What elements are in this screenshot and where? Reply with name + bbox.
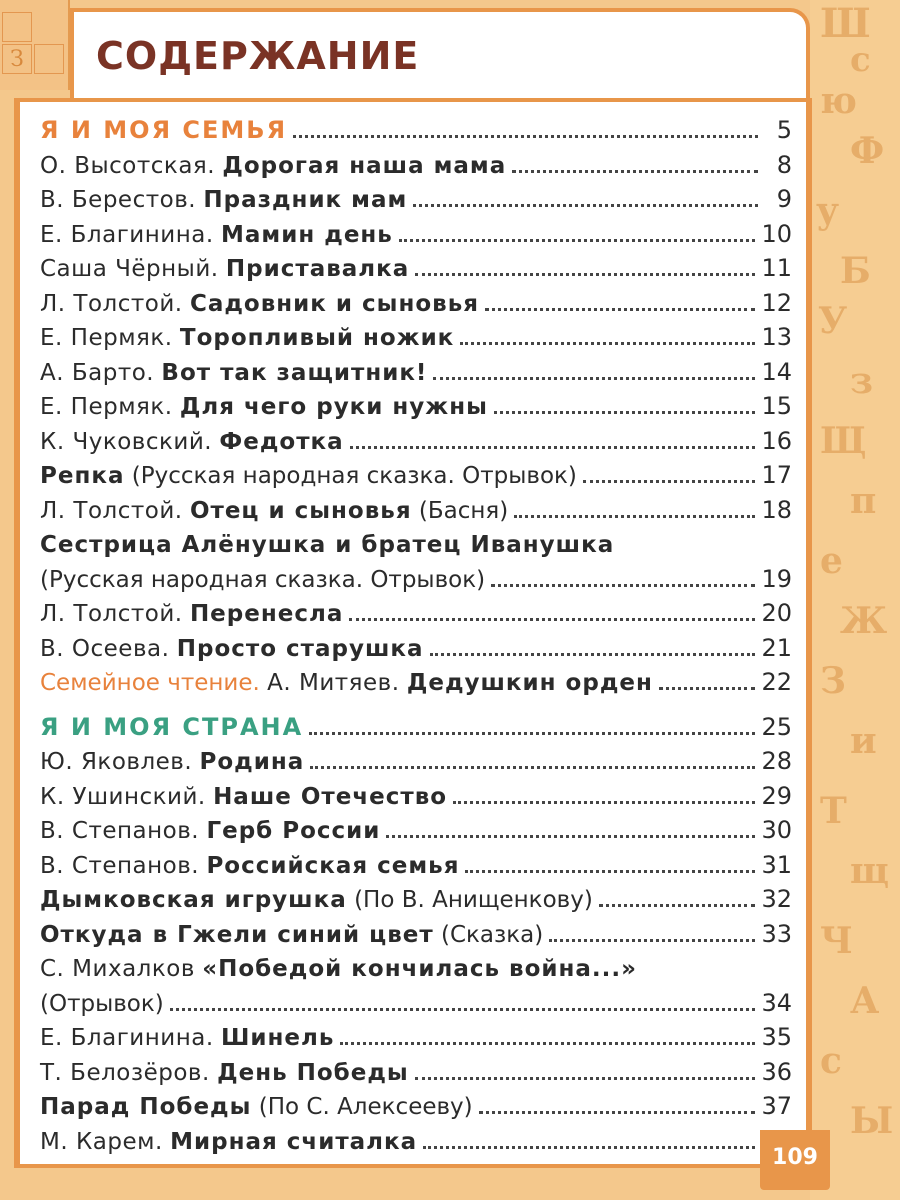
entry-page-number: 9 bbox=[776, 185, 792, 213]
toc-entry bbox=[40, 916, 792, 948]
toc-entry bbox=[40, 457, 792, 489]
entry-title: Праздник мам bbox=[203, 187, 408, 213]
entry-text bbox=[40, 784, 447, 810]
entry-text bbox=[40, 818, 380, 844]
entry-text bbox=[40, 670, 653, 696]
toc-entry bbox=[40, 985, 792, 1017]
page-title: СОДЕРЖАНИЕ bbox=[96, 34, 420, 78]
toc-entry bbox=[40, 285, 792, 317]
entry-title: День Победы bbox=[217, 1059, 409, 1086]
dot-leader bbox=[415, 1077, 756, 1080]
dot-leader bbox=[415, 273, 755, 276]
entry-text bbox=[40, 636, 424, 662]
entry-title: Для чего руки нужны bbox=[179, 394, 488, 420]
entry-title: Мирная считалка bbox=[170, 1128, 418, 1155]
entry-title: Торопливый ножик bbox=[179, 325, 455, 351]
entry-author: Л. Толстой. bbox=[40, 497, 183, 524]
entry-text bbox=[40, 153, 506, 179]
entry-title: Родина bbox=[199, 749, 305, 775]
dot-leader bbox=[310, 766, 755, 769]
entry-text bbox=[40, 749, 304, 775]
entry-page-number: 5 bbox=[776, 116, 792, 144]
entry-page-number: 21 bbox=[761, 633, 792, 662]
grid-cell bbox=[34, 44, 64, 74]
dot-leader bbox=[309, 732, 755, 735]
entry-page-number: 32 bbox=[761, 885, 792, 913]
entry-author: Е. Благинина. bbox=[40, 1025, 214, 1051]
dot-leader bbox=[512, 170, 758, 173]
entry-text bbox=[40, 394, 488, 420]
entry-author: Саша Чёрный. bbox=[40, 256, 219, 282]
entry-title: Наше Отечество bbox=[213, 783, 448, 810]
entry-text bbox=[40, 463, 577, 489]
toc-entry bbox=[40, 630, 792, 662]
section-title: Я И МОЯ СЕМЬЯ bbox=[40, 116, 288, 144]
entry-page-number: 19 bbox=[761, 564, 792, 593]
toc-entry bbox=[40, 388, 792, 420]
entry-title: Дорогая наша мама bbox=[222, 152, 507, 179]
entry-page-number: 31 bbox=[761, 850, 792, 879]
entry-title: Федотка bbox=[219, 428, 344, 455]
dot-leader bbox=[659, 687, 756, 690]
entry-text bbox=[40, 853, 459, 879]
dot-leader bbox=[349, 618, 755, 621]
entry-note: (Русская народная сказка. Отрывок) bbox=[40, 566, 486, 593]
entry-page-number: 18 bbox=[761, 495, 792, 524]
entry-author: Т. Белозёров. bbox=[40, 1059, 210, 1086]
entry-page-number: 11 bbox=[761, 254, 792, 282]
entry-author: С. Михалков bbox=[40, 956, 195, 982]
toc-entry bbox=[40, 778, 792, 810]
dot-leader bbox=[430, 653, 756, 656]
section-heading bbox=[40, 112, 792, 144]
toc-entry bbox=[40, 950, 792, 982]
entry-text bbox=[40, 1094, 473, 1120]
entry-page-number: 36 bbox=[761, 1057, 792, 1086]
entry-title: Откуда в Гжели синий цвет bbox=[40, 921, 434, 948]
entry-title: Дымковская игрушка bbox=[40, 887, 347, 913]
entry-title: Садовник и сыновья bbox=[189, 290, 480, 317]
entry-title: Репка bbox=[40, 463, 125, 489]
entry-title: Вот так защитник! bbox=[161, 359, 428, 386]
entry-text bbox=[40, 1129, 417, 1155]
grid-cell bbox=[2, 12, 32, 42]
entry-page-number: 8 bbox=[776, 150, 792, 179]
entry-author: В. Осеева. bbox=[40, 635, 170, 662]
entry-text bbox=[40, 498, 508, 524]
section-title: Я И МОЯ СТРАНА bbox=[40, 712, 304, 741]
toc-entry bbox=[40, 181, 792, 213]
toc-entry bbox=[40, 492, 792, 524]
entry-text bbox=[40, 1025, 334, 1051]
entry-text bbox=[40, 991, 164, 1017]
dot-leader bbox=[399, 239, 756, 242]
entry-note: (По В. Анищенкову) bbox=[354, 887, 593, 913]
toc-entry bbox=[40, 354, 792, 386]
entry-page-number: 25 bbox=[761, 712, 792, 741]
entry-title: Приставалка bbox=[225, 256, 410, 282]
entry-page-number: 10 bbox=[761, 219, 792, 248]
entry-author: Е. Пермяк. bbox=[40, 325, 173, 351]
entry-text bbox=[40, 291, 479, 317]
entry-author: Ю. Яковлев. bbox=[40, 749, 193, 775]
entry-text bbox=[40, 256, 409, 282]
entry-author: А. Барто. bbox=[40, 359, 155, 386]
entry-title: Перенесла bbox=[189, 601, 344, 627]
dot-leader bbox=[599, 904, 756, 907]
dot-leader bbox=[423, 1146, 755, 1149]
entry-author: Е. Благинина. bbox=[40, 221, 214, 248]
section-heading bbox=[40, 709, 792, 741]
toc-entry bbox=[40, 1088, 792, 1120]
entry-author: Л. Толстой. bbox=[40, 601, 183, 627]
entry-page-number: 12 bbox=[761, 288, 792, 317]
corner-decoration bbox=[0, 0, 70, 90]
entry-author: Л. Толстой. bbox=[40, 290, 183, 317]
entry-author: Е. Пермяк. bbox=[40, 394, 173, 420]
toc-entry bbox=[40, 147, 792, 179]
entry-title: Отец и сыновья bbox=[189, 497, 412, 524]
dot-leader bbox=[413, 204, 758, 207]
toc-entry bbox=[40, 743, 792, 775]
entry-page-number: 17 bbox=[761, 461, 792, 489]
toc-entry bbox=[40, 1123, 792, 1155]
toc-entry bbox=[40, 1054, 792, 1086]
entry-note: (Отрывок) bbox=[40, 990, 164, 1017]
dot-leader bbox=[549, 939, 755, 942]
entry-page-number: 30 bbox=[761, 816, 792, 844]
entry-title: Сестрица Алёнушка и братец Иванушка bbox=[40, 532, 615, 558]
toc-entry bbox=[40, 561, 792, 593]
entry-page-number: 35 bbox=[761, 1023, 792, 1051]
entry-author: К. Ушинский. bbox=[40, 783, 206, 810]
entry-text bbox=[40, 1060, 409, 1086]
toc-entry bbox=[40, 595, 792, 627]
entry-page-number: 14 bbox=[761, 357, 792, 386]
toc-entry bbox=[40, 664, 792, 696]
dot-leader bbox=[583, 480, 756, 483]
entry-note: (Русская народная сказка. Отрывок) bbox=[131, 463, 577, 489]
entry-page-number: 20 bbox=[761, 599, 792, 627]
entry-author: К. Чуковский. bbox=[40, 428, 213, 455]
entry-note: (Сказка) bbox=[441, 921, 544, 948]
page-number: 109 bbox=[772, 1145, 818, 1170]
dot-leader bbox=[479, 1111, 756, 1114]
entry-text bbox=[40, 187, 407, 213]
entry-text bbox=[40, 532, 614, 558]
dot-leader bbox=[494, 411, 756, 414]
entry-page-number: 29 bbox=[761, 781, 792, 810]
entry-author: В. Берестов. bbox=[40, 187, 197, 213]
entry-page-number: 22 bbox=[761, 668, 792, 696]
dot-leader bbox=[465, 870, 755, 873]
entry-text bbox=[40, 887, 593, 913]
entry-text bbox=[40, 567, 485, 593]
entry-title: Просто старушка bbox=[176, 635, 424, 662]
entry-title: Шинель bbox=[221, 1025, 335, 1051]
toc-entry bbox=[40, 812, 792, 844]
toc-entry bbox=[40, 881, 792, 913]
entry-note: (По С. Алексееву) bbox=[258, 1094, 473, 1120]
entry-text bbox=[40, 601, 343, 627]
entry-page-number: 15 bbox=[761, 392, 792, 420]
entry-page-number: 28 bbox=[761, 747, 792, 775]
entry-title: Герб России bbox=[206, 818, 381, 844]
dot-leader bbox=[514, 515, 755, 518]
entry-author: О. Высотская. bbox=[40, 152, 216, 179]
toc-entry bbox=[40, 526, 792, 558]
dot-leader bbox=[170, 1008, 756, 1011]
dot-leader bbox=[485, 308, 755, 311]
dot-leader bbox=[491, 584, 755, 587]
entry-title: Российская семья bbox=[206, 852, 460, 879]
entry-page-number: 13 bbox=[761, 323, 792, 351]
entry-page-number: 37 bbox=[761, 1092, 792, 1120]
entry-text bbox=[40, 956, 637, 982]
entry-page-number: 33 bbox=[761, 919, 792, 948]
toc-entry bbox=[40, 423, 792, 455]
dot-leader bbox=[460, 342, 755, 345]
entry-author: М. Карем. bbox=[40, 1128, 163, 1155]
toc-entry bbox=[40, 1019, 792, 1051]
dot-leader bbox=[433, 377, 755, 380]
entry-title: Парад Победы bbox=[40, 1094, 252, 1120]
dot-leader bbox=[293, 135, 758, 138]
dot-leader bbox=[340, 1042, 755, 1045]
entry-text bbox=[40, 222, 393, 248]
dot-leader bbox=[386, 835, 755, 838]
entry-title: Дедушкин орден bbox=[406, 670, 653, 696]
entry-text bbox=[40, 429, 344, 455]
entry-note: (Басня) bbox=[418, 497, 509, 524]
entry-lead: Семейное чтение. bbox=[40, 670, 260, 696]
entry-title: Мамин день bbox=[221, 221, 393, 248]
entry-page-number: 34 bbox=[761, 988, 792, 1017]
dot-leader bbox=[350, 446, 756, 449]
entry-title: «Победой кончилась война...» bbox=[202, 956, 637, 982]
entry-text bbox=[40, 360, 427, 386]
entry-author: В. Степанов. bbox=[40, 852, 200, 879]
toc-entry bbox=[40, 250, 792, 282]
entry-author: В. Степанов. bbox=[40, 818, 200, 844]
entry-text bbox=[40, 922, 543, 948]
entry-author: А. Митяев. bbox=[267, 670, 400, 696]
dot-leader bbox=[453, 801, 755, 804]
toc-entry bbox=[40, 847, 792, 879]
alphabet-background: Ш с ю Ф у Б У з Щ п е Ж З и Т щ Ч А с Ы bbox=[810, 0, 900, 1200]
letter-cell: З bbox=[2, 44, 32, 74]
toc-entry bbox=[40, 319, 792, 351]
toc-entry bbox=[40, 216, 792, 248]
entry-page-number: 16 bbox=[761, 426, 792, 455]
entry-text bbox=[40, 325, 454, 351]
